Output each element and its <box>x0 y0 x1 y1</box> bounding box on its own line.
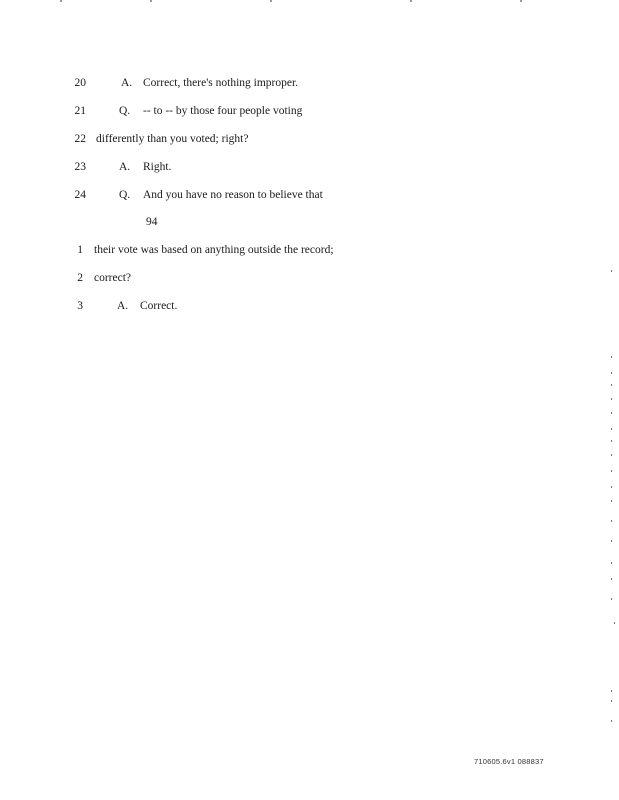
line-number: 20 <box>74 77 86 89</box>
scan-artifact <box>611 540 612 542</box>
scan-artifact <box>270 0 272 2</box>
scan-artifact <box>611 270 612 272</box>
line-number: 21 <box>74 105 86 117</box>
speaker-label: A. <box>119 161 131 173</box>
line-text: differently than you voted; right? <box>96 133 249 145</box>
scan-artifact <box>611 500 612 502</box>
scan-artifact <box>611 720 612 722</box>
speaker-label: Q. <box>119 189 131 201</box>
speaker-label: A. <box>117 300 129 312</box>
speaker-label: A. <box>121 77 133 89</box>
scan-artifact <box>60 0 62 2</box>
scan-artifact <box>611 470 612 472</box>
scan-artifact <box>614 622 615 624</box>
line-number: 1 <box>77 244 83 256</box>
scan-artifact <box>611 690 612 692</box>
line-number: 23 <box>74 161 86 173</box>
scan-artifact <box>611 562 612 564</box>
line-text: their vote was based on anything outside the record; <box>94 244 334 256</box>
speaker-label: Q. <box>119 105 131 117</box>
scan-artifact <box>611 372 612 374</box>
scan-artifact <box>611 486 612 488</box>
line-text: Correct, there's nothing improper. <box>143 77 299 89</box>
line-number: 2 <box>77 272 83 284</box>
line-number: 22 <box>74 133 86 145</box>
scan-artifact <box>520 0 522 2</box>
scan-artifact <box>611 520 612 522</box>
scan-artifact <box>611 700 612 702</box>
scan-artifact <box>410 0 412 2</box>
scan-artifact <box>150 0 152 2</box>
scan-artifact <box>611 454 612 456</box>
scan-artifact <box>611 598 612 600</box>
scan-artifact <box>611 440 612 442</box>
line-number: 24 <box>74 189 86 201</box>
scan-artifact <box>611 412 612 414</box>
scan-artifact <box>611 428 612 430</box>
line-text: Right. <box>143 161 172 173</box>
document-id: 710605.6v1 088837 <box>474 757 544 766</box>
line-text: correct? <box>94 272 132 284</box>
line-text: And you have no reason to believe that <box>143 189 323 201</box>
scan-artifact <box>611 398 612 400</box>
transcript-page-number: 94 <box>146 216 158 228</box>
scan-artifact <box>611 578 612 580</box>
line-text: Correct. <box>140 300 178 312</box>
line-text: -- to -- by those four people voting <box>143 105 303 117</box>
scan-artifact <box>611 384 612 386</box>
scan-artifact <box>611 356 612 358</box>
line-number: 3 <box>77 300 83 312</box>
